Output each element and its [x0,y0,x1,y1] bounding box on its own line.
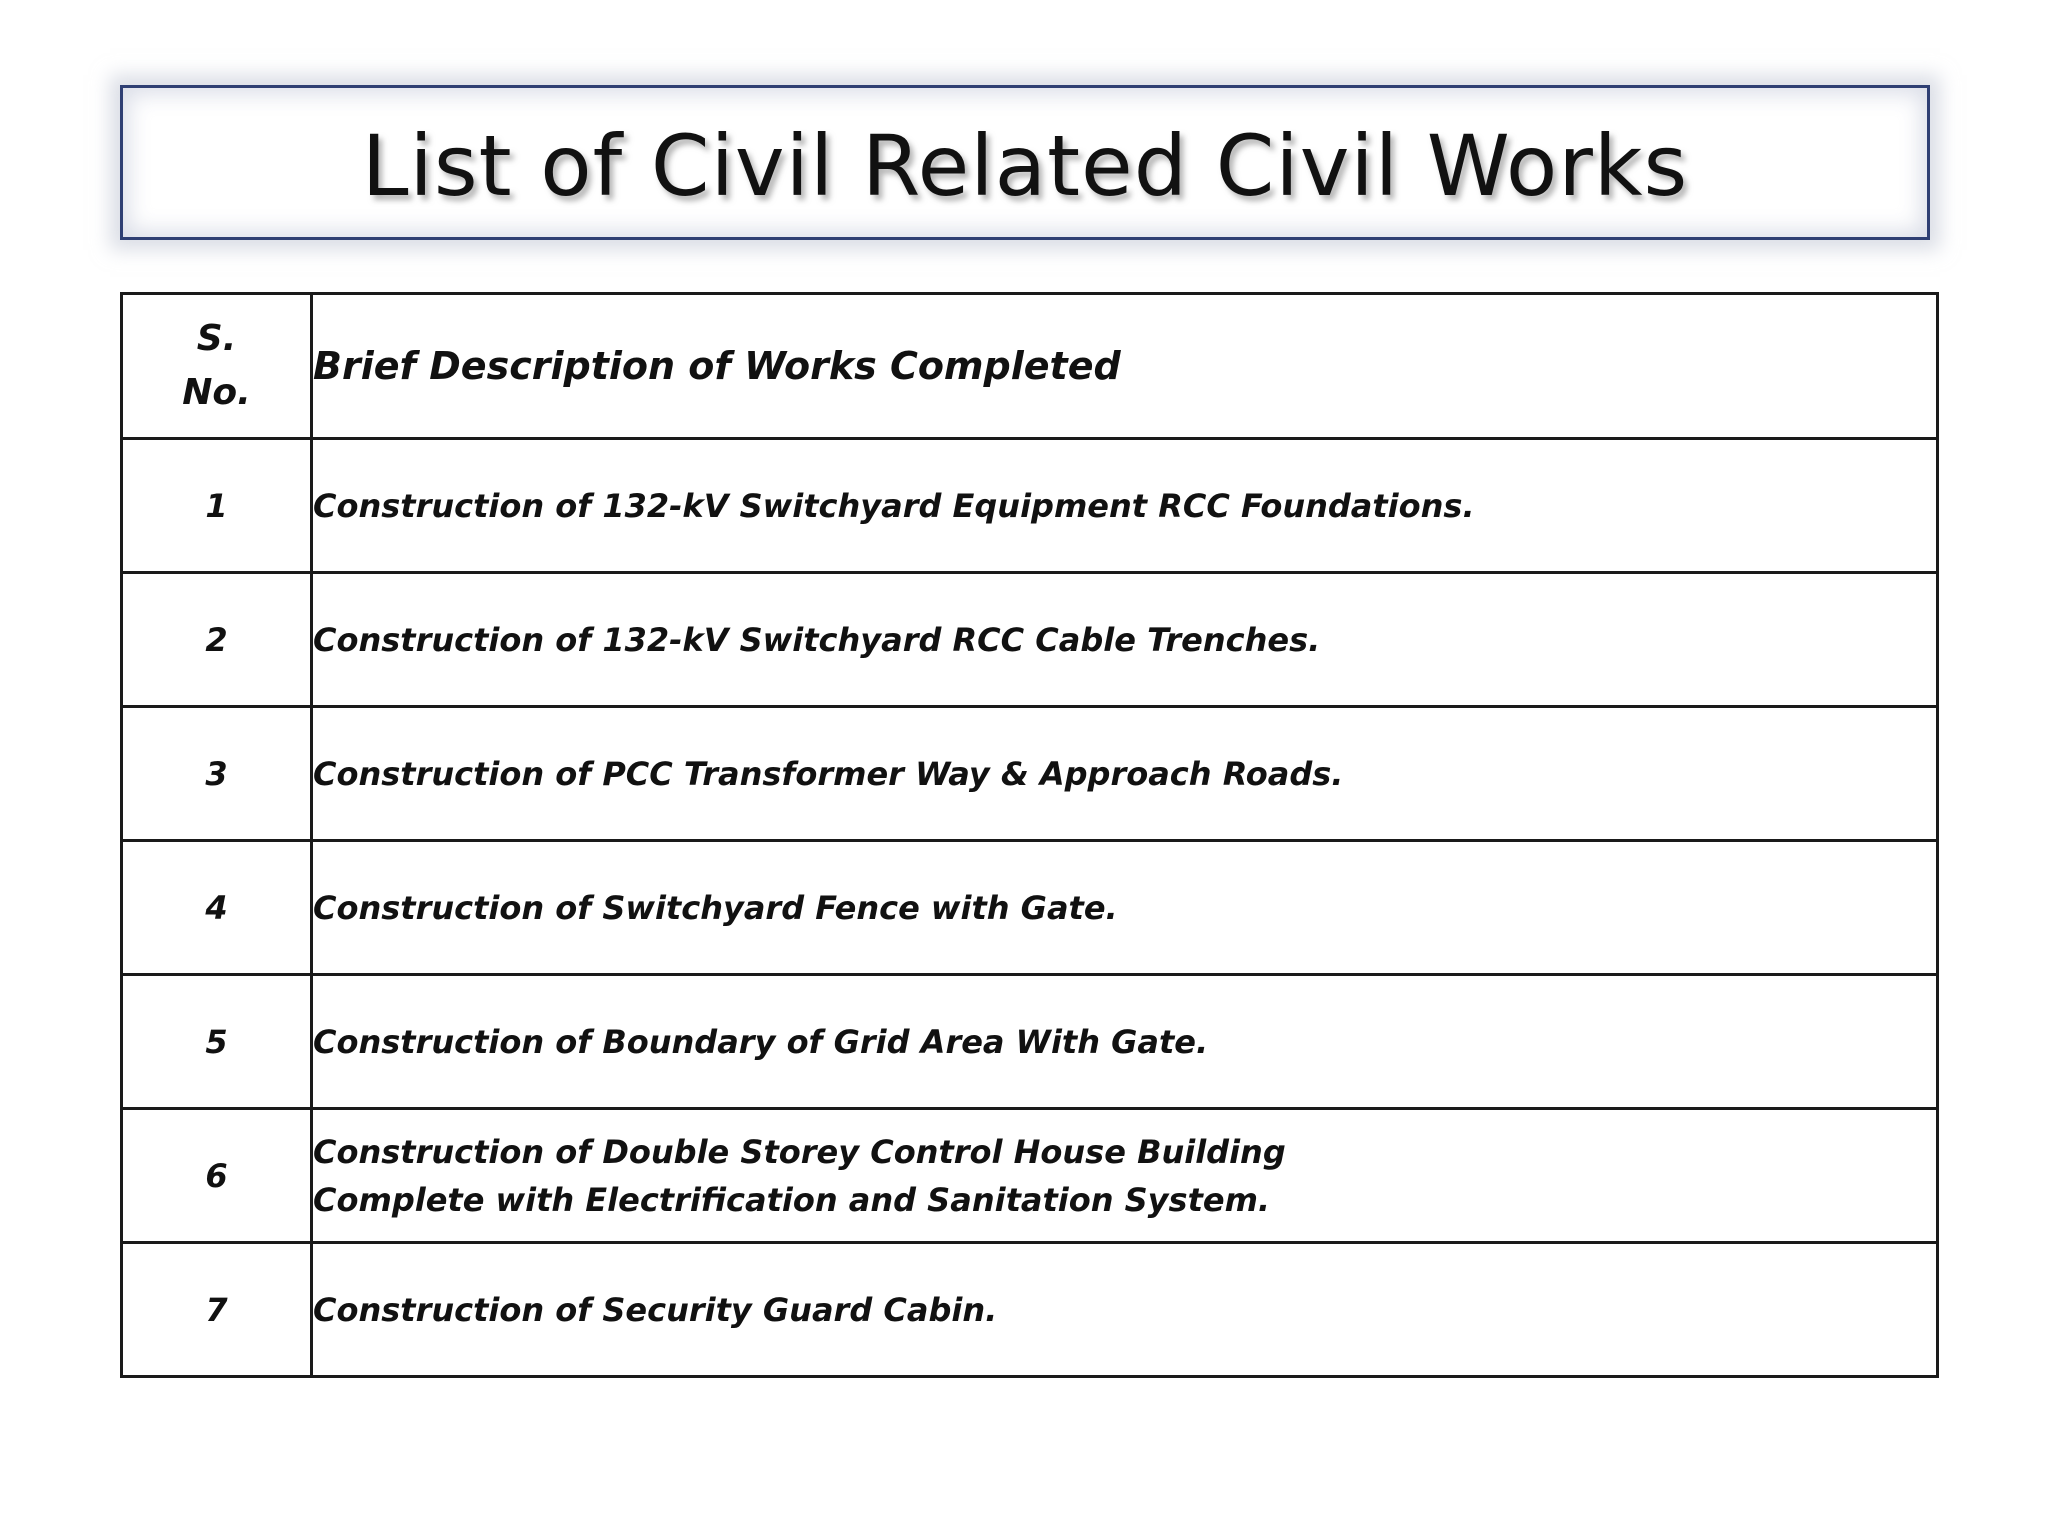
header-sno-line1: S. [196,318,237,359]
header-description: Brief Description of Works Completed [312,294,1938,439]
row-serial-number: 3 [122,707,312,841]
row-serial-number: 5 [122,975,312,1109]
table-row [122,975,1938,1109]
works-table [120,292,1939,1378]
row-description-line: Construction of Double Storey Control House Building [313,1132,1286,1171]
row-serial-number: 7 [122,1243,312,1377]
table-row [122,1109,1938,1243]
row-description-line: Construction of Security Guard Cabin. [313,1290,998,1329]
row-serial-number: 6 [122,1109,312,1243]
row-description-line: Construction of Boundary of Grid Area With Gate. [313,1022,1209,1061]
table-row [122,707,1938,841]
table-header-row [122,294,1938,439]
row-description [312,439,1938,573]
row-description-line: Construction of 132-kV Switchyard RCC Cable Trenches. [313,620,1321,659]
row-description-line: Complete with Electrification and Sanitation System. [313,1180,1271,1219]
table-row [122,573,1938,707]
row-description-line: Construction of 132-kV Switchyard Equipment RCC Foundations. [313,486,1475,525]
page-title: List of Civil Related Civil Works [361,116,1689,215]
row-description-line: Construction of Switchyard Fence with Gate. [313,888,1118,927]
row-description [312,1243,1938,1377]
row-description [312,707,1938,841]
row-serial-number: 1 [122,439,312,573]
table-row [122,1243,1938,1377]
table-row [122,841,1938,975]
table-row [122,439,1938,573]
row-description [312,1109,1938,1243]
header-sno-line2: No. [182,372,251,413]
table-body [122,439,1938,1377]
header-serial-number [122,294,312,439]
row-description [312,841,1938,975]
row-description [312,573,1938,707]
row-description [312,975,1938,1109]
title-box [120,85,1930,240]
row-description-line: Construction of PCC Transformer Way & Approach Roads. [313,754,1344,793]
row-serial-number: 4 [122,841,312,975]
row-serial-number: 2 [122,573,312,707]
